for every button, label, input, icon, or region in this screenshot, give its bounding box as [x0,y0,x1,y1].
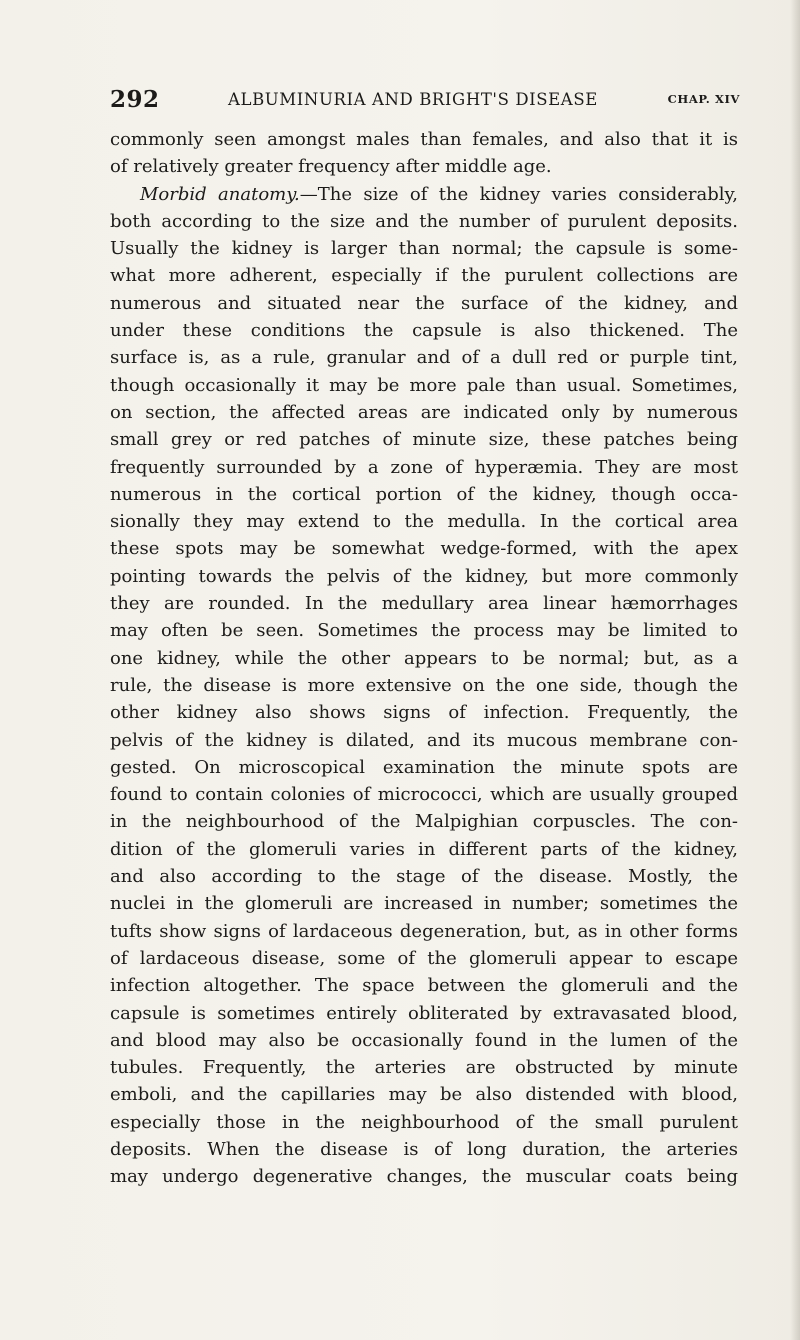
text-line: commonly seen amongst males than females, and also that it is [110,129,738,150]
text-line: dition of the glomeruli varies in different parts of the kidney, [110,838,738,860]
text-line-with-heading [110,181,738,208]
text-line: surface is, as a rule, granular and of a dull red or purple tint, [110,347,738,369]
text-line: they are rounded. In the medullary area linear hæmorrhages [110,593,738,615]
running-title: ALBUMINURIA AND BRIGHT'S DISEASE [228,90,598,109]
text-line: and also according to the stage of the disease. Mostly, the [110,866,738,888]
text-line: of lardaceous disease, some of the glomeruli appear to escape [110,947,738,969]
section-heading: Morbid anatomy. [140,183,300,205]
text-line: pointing towards the pelvis of the kidney, but more commonly [110,565,738,587]
text-line: though occasionally it may be more pale than usual. Sometimes, [110,374,738,396]
text-line: these spots may be somewhat wedge-formed, with the apex [110,538,738,560]
text-line: other kidney also shows signs of infection. Frequently, the [110,702,738,724]
text-line: found to contain colonies of micrococci, which are usually grouped [110,784,738,806]
text-line: in the neighbourhood of the Malpighian corpuscles. The con- [110,811,738,833]
chapter-label: CHAP. XIV [667,92,740,106]
text-line: what more adherent, especially if the purulent collections are [110,265,738,287]
text-line: gested. On microscopical examination the minute spots are [110,756,738,778]
text-line: sionally they may extend to the medulla. In the cortical area [110,511,738,533]
running-header [110,86,740,116]
text-line: frequently surrounded by a zone of hyperæmia. They are most [110,456,738,478]
page-edge-shadow [790,0,800,1340]
body-text [110,126,738,1191]
text-line: on section, the affected areas are indicated only by numerous [110,401,738,423]
text-line: one kidney, while the other appears to be normal; but, as a [110,647,738,669]
text-line: rule, the disease is more extensive on the one side, though the [110,674,738,696]
text-line: tufts show signs of lardaceous degeneration, but, as in other forms [110,920,738,942]
text-line: emboli, and the capillaries may be also distended with blood, [110,1084,738,1106]
text-line: and blood may also be occasionally found in the lumen of the [110,1029,738,1051]
page-number: 292 [110,86,160,113]
text-line: both according to the size and the number of purulent deposits. [110,210,738,232]
text-line: especially those in the neighbourhood of the small purulent [110,1111,738,1133]
text-line: small grey or red patches of minute size, these patches being [110,429,738,451]
text-line: pelvis of the kidney is dilated, and its mucous membrane con- [110,729,738,751]
text-line: tubules. Frequently, the arteries are obstructed by minute [110,1057,738,1079]
text-line: may often be seen. Sometimes the process may be limited to [110,620,738,642]
text-line: may undergo degenerative changes, the muscular coats being [110,1166,738,1188]
text-line: capsule is sometimes entirely obliterated by extravasated blood, [110,1002,738,1024]
text-line: of relatively greater frequency after middle age. [110,156,552,178]
text-line: infection altogether. The space between the glomeruli and the [110,975,738,997]
text-line: numerous in the cortical portion of the kidney, though occa- [110,483,738,505]
text-line: nuclei in the glomeruli are increased in number; sometimes the [110,893,738,915]
text-line: deposits. When the disease is of long duration, the arteries [110,1138,738,1160]
text-line: Usually the kidney is larger than normal; the capsule is some- [110,238,738,260]
text-line: numerous and situated near the surface of the kidney, and [110,292,738,314]
text-line-rest: —The size of the kidney varies considerably, [299,183,738,205]
text-line: under these conditions the capsule is also thickened. The [110,320,738,342]
